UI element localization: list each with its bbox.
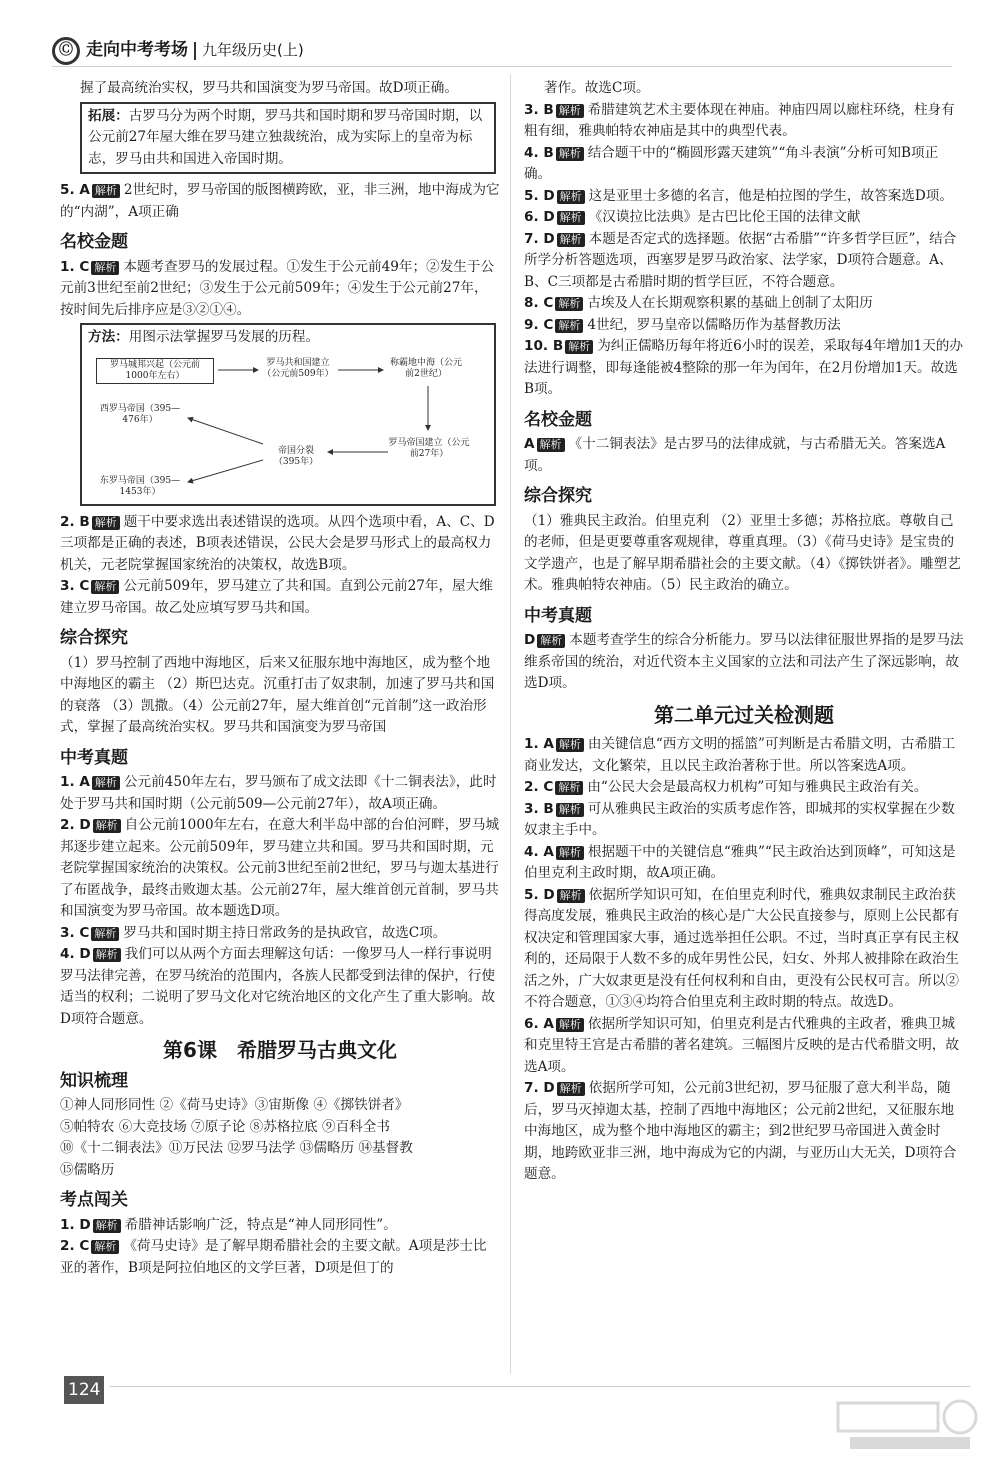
answer-item	[60, 512, 500, 577]
answer-item	[524, 336, 964, 401]
answer-number: 3. B	[524, 101, 554, 118]
answer-text: 这是亚里士多德的名言，他是柏拉图的学生，故答案选D项。	[588, 187, 953, 204]
analysis-tag: 解析	[92, 184, 120, 198]
answer-text: 4世纪，罗马皇帝以儒略历作为基督教历法	[587, 316, 841, 333]
answer-number: 1. D	[60, 1216, 91, 1233]
analysis-tag: 解析	[93, 1219, 121, 1233]
answer-item	[524, 186, 964, 208]
answer-number: 2. B	[60, 513, 90, 530]
method-text: 用图示法掌握罗马发展的历程。	[128, 329, 320, 345]
answer-number: 5. A	[60, 182, 90, 198]
section-heading: 中考真题	[60, 747, 128, 768]
answer-number: 4. D	[60, 946, 91, 962]
section-heading: 综合探究	[60, 628, 128, 648]
answer-item	[524, 1078, 964, 1186]
answer-text: 罗马共和国时期主持日常政务的是执政官，故选C项。	[123, 924, 447, 941]
unit-test-title: 第二单元过关检测题	[654, 702, 834, 727]
answer-item	[60, 772, 500, 815]
analysis-tag: 解析	[557, 190, 585, 204]
continued-text: 著作。故选C项。	[544, 80, 650, 96]
analysis-tag: 解析	[556, 147, 584, 161]
analysis-tag: 解析	[93, 819, 121, 833]
section-heading: 名校金题	[60, 232, 128, 252]
analysis-tag: 解析	[555, 319, 583, 333]
diagram-node: 罗马帝国建立（公元前27年）	[388, 437, 470, 459]
answer-number: 2. C	[524, 779, 554, 795]
rome-history-diagram	[88, 352, 488, 502]
answer-text: 根据题干中的关键信息“雅典”“民主政治达到顶峰”，可知这是伯里克利主政时期，故A项正确。	[524, 843, 956, 881]
answer-number: 3. C	[60, 924, 90, 941]
answer-number: 3. C	[60, 578, 90, 594]
answer-number: 2. C	[60, 1238, 90, 1254]
analysis-tag: 解析	[557, 211, 585, 225]
analysis-tag: 解析	[556, 738, 584, 752]
answer-text: 由关键信息“西方文明的摇篮”可判断是古希腊文明，古希腊工商业发达，文化繁荣，且以民主政治著称于世。所以答案选A项。	[524, 736, 956, 774]
header-rule	[52, 66, 952, 67]
knowledge-line: ⑤帕特农 ⑥大竞技场 ⑦原子论 ⑧苏格拉底 ⑨百科全书	[60, 1118, 390, 1135]
analysis-tag: 解析	[91, 580, 119, 594]
answer-text: 依据所学知识可知，在伯里克利时代，雅典奴隶制民主政治获得高度发展，雅典民主政治的核心是广大公民直接参与，原则上公民都有权决定和管理国家大事，通过选举担任公职。不过，当时真正享有民主权利的，还局限于人数不多的成年男性公民，妇女、外邦人被排除在政治生活之外，广大奴隶更是没有任何权利和自由，更没有公民权可言。所以②不符合题意，①③④均符合伯里克利主政时期的特点。故选D。	[524, 886, 959, 1010]
logo-icon: Ⓒ	[52, 37, 80, 65]
answer-item	[524, 207, 964, 229]
section-heading: 名校金题	[524, 409, 592, 430]
subject-label: 九年级历史(上)	[202, 41, 304, 60]
expand-label: 拓展：	[88, 107, 129, 124]
analysis-tag: 解析	[92, 776, 120, 790]
answer-text: 题干中要求选出表述错误的选项。从四个选项中看，A、C、D三项都是正确的表述，B项表述错误，公民大会是罗马形式上的最高权力机关，元老院掌握国家统治的决策权，故选B项。	[60, 513, 495, 573]
answer-item	[524, 842, 964, 885]
brand-title: 走向中考考场	[86, 40, 188, 61]
expand-text: 古罗马分为两个时期，罗马共和国时期和罗马帝国时期，以公元前27年屋大维在罗马建立独裁统治，成为实际上的皇帝为标志，罗马由共和国进入帝国时期。	[88, 107, 483, 167]
column-divider	[510, 74, 511, 1374]
answer-item	[524, 293, 964, 315]
answer-number: 9. C	[524, 316, 554, 333]
answer-item	[60, 257, 500, 322]
continued-text: 握了最高统治实权，罗马共和国演变为罗马帝国。故D项正确。	[80, 80, 458, 96]
answer-number: 8. C	[524, 295, 554, 311]
answer-number: 2. D	[60, 817, 91, 833]
answer-number: 10. B	[524, 338, 564, 354]
footer-rule	[110, 1386, 970, 1387]
diagram-node: 东罗马帝国（395—1453年）	[99, 475, 181, 497]
analysis-tag: 解析	[91, 261, 119, 275]
answer-number: 4. A	[524, 843, 554, 860]
answer-number: 5. D	[524, 886, 555, 903]
answer-number: 1. A	[60, 774, 90, 790]
diagram-node: 西罗马帝国（395—476年）	[99, 403, 181, 425]
answer-text: 本题考查罗马的发展过程。①发生于公元前49年；②发生于公元前3世纪至前2世纪；③发生于公元前509年；④发生于公元前27年，按时间先后排序应是③②①④。	[60, 258, 495, 318]
answer-item	[60, 944, 500, 1030]
left-column	[60, 78, 500, 1279]
page-number: 124	[64, 1376, 104, 1404]
answer-number: 1. C	[60, 258, 90, 275]
answer-text: 《十二铜表法》是古罗马的法律成就，与古希腊无关。答案选A项。	[524, 436, 946, 474]
analysis-tag: 解析	[91, 927, 119, 941]
answer-text: 可从雅典民主政治的实质考虑作答，即城邦的实权掌握在少数奴隶主手中。	[524, 800, 955, 838]
answer-site-watermark	[830, 1395, 980, 1455]
answer-number: 3. B	[524, 800, 554, 817]
answer-number: 4. B	[524, 144, 554, 161]
lesson-title: 第6课 希腊罗马古典文化	[163, 1038, 397, 1062]
answer-item	[60, 923, 500, 945]
answer-item	[524, 434, 964, 477]
explore-answer: （1）罗马控制了西地中海地区，后来又征服东地中海地区，成为整个地中海地区的霸主 （2）斯巴达克。沉重打击了奴隶制，加速了罗马共和国的衰落 （3）凯撒。（4）公元前27年，屋大维首创“元首制”这一政治形式，掌握了最高统治实权。罗马共和国演变为罗马帝国	[60, 654, 495, 735]
answer-number: 6. D	[524, 209, 555, 225]
answer-item	[524, 143, 964, 186]
answer-number: 7. D	[524, 1080, 555, 1096]
analysis-tag: 解析	[556, 803, 584, 817]
knowledge-line: ⑩《十二铜表法》⑪万民法 ⑫罗马法学 ⑬儒略历 ⑭基督教	[60, 1140, 413, 1156]
answer-item	[524, 885, 964, 1014]
answer-text: 本题考查学生的综合分析能力。罗马以法律征服世界指的是罗马法维系帝国的统治，对近代资本主义国家的立法和司法产生了深远影响，故选D项。	[524, 632, 964, 691]
analysis-tag: 解析	[91, 1240, 119, 1254]
answer-item	[524, 315, 964, 337]
answer-item	[60, 576, 500, 619]
arrow	[188, 418, 263, 444]
answer-item	[524, 734, 964, 777]
answer-text: 希腊神话影响广泛，特点是“神人同形同性”。	[124, 1216, 397, 1233]
answer-number: 1. A	[524, 736, 554, 752]
answer-item	[524, 777, 964, 799]
diagram-node: 帝国分裂（395年）	[273, 445, 319, 467]
analysis-tag: 解析	[556, 846, 584, 860]
method-box	[80, 323, 496, 506]
answer-number: D	[524, 632, 536, 648]
diagram-node: 罗马城邦兴起（公元前1000年左右）	[96, 358, 214, 384]
answer-text: 公元前509年，罗马建立了共和国。直到公元前27年，屋大维建立罗马帝国。故乙处应填写罗马共和国。	[60, 578, 493, 616]
answer-number: 6. A	[524, 1015, 554, 1032]
answer-text: 古埃及人在长期观察积累的基础上创制了太阳历	[587, 295, 873, 311]
diagram-node: 称霸地中海（公元前2世纪）	[389, 357, 462, 379]
header-separator	[194, 42, 196, 60]
answer-text: 依据所学知识可知，伯里克利是古代雅典的主政者，雅典卫城和克里特王宫是古希腊的著名建筑。三幅图片反映的是古代希腊文明，故选A项。	[524, 1015, 959, 1075]
answer-item	[60, 1236, 500, 1279]
answer-text: 公元前450年左右，罗马颁布了成文法即《十二铜表法》，此时处于罗马共和国时期（公元前509—公元前27年），故A项正确。	[60, 774, 497, 812]
answer-text: 我们可以从两个方面去理解这句话：一像罗马人一样行事说明罗马法律完善，在罗马统治的范围内，各族人民都受到法律的保护，行使适当的权利；二说明了罗马文化对它统治地区的文化产生了重大影响。故D项符合题意。	[60, 946, 495, 1027]
explore-answer: （1）雅典民主政治。伯里克利 （2）亚里士多德；苏格拉底。尊敬自己的老师，但是更要尊重客观规律，尊重真理。（3）《荷马史诗》是宝贵的文学遗产，也是了解早期希腊社会的主要文献。（4）《掷铁饼者》。雕塑艺术。雅典帕特农神庙。（5）民主政治的确立。	[524, 512, 961, 593]
analysis-tag: 解析	[556, 1018, 584, 1032]
answer-item	[524, 100, 964, 143]
answer-text: 由“公民大会是最高权力机构”可知与雅典民主政治有关。	[587, 779, 928, 795]
knowledge-line: ①神人同形同性 ②《荷马史诗》③宙斯像 ④《掷铁饼者》	[60, 1097, 409, 1113]
analysis-tag: 解析	[557, 1082, 585, 1096]
answer-number: 5. D	[524, 187, 555, 204]
analysis-tag: 解析	[93, 948, 121, 962]
answer-text: 结合题干中的“椭圆形露天建筑”“角斗表演”分析可知B项正确。	[524, 144, 939, 182]
answer-item	[524, 1014, 964, 1079]
section-heading: 知识梳理	[60, 1070, 128, 1091]
analysis-tag: 解析	[537, 438, 565, 452]
answer-text: 《荷马史诗》是了解早期希腊社会的主要文献。A项是莎士比亚的著作，B项是阿拉伯地区的文学巨著，D项是但丁的	[60, 1238, 487, 1276]
knowledge-line: ⑮儒略历	[60, 1161, 115, 1178]
answer-text: 希腊建筑艺术主要体现在神庙。神庙四周以廊柱环绕，柱身有粗有细，雅典帕特农神庙是其中的典型代表。	[524, 101, 955, 139]
analysis-tag: 解析	[557, 889, 585, 903]
section-heading: 考点闯关	[60, 1190, 128, 1210]
answer-number: A	[524, 436, 535, 452]
analysis-tag: 解析	[565, 340, 593, 354]
arrow	[188, 460, 263, 482]
answer-item	[60, 1215, 500, 1237]
section-heading: 综合探究	[524, 486, 592, 506]
answer-text: 自公元前1000年左右，在意大利半岛中部的台伯河畔，罗马城邦逐步建立起来。公元前509年，罗马建立共和国。罗马共和国时期，元老院掌握国家统治的决策权。公元前3世纪至前2世纪，罗马与迦太基进行了布匿战争，最终击败迦太基。公元前27年，屋大维首创元首制，罗马共和国演变为罗马帝国。故本题选D项。	[60, 817, 500, 919]
analysis-tag: 解析	[555, 297, 583, 311]
analysis-tag: 解析	[555, 781, 583, 795]
answer-item	[60, 180, 500, 223]
expand-box	[80, 102, 496, 175]
analysis-tag: 解析	[556, 104, 584, 118]
answer-item	[524, 630, 964, 695]
answer-text: 《汉谟拉比法典》是古巴比伦王国的法律文献	[588, 209, 861, 225]
analysis-tag: 解析	[537, 634, 565, 648]
section-heading: 中考真题	[524, 605, 592, 626]
answer-item	[524, 799, 964, 842]
answer-item	[60, 815, 500, 923]
page-header	[52, 36, 304, 66]
method-label: 方法：	[88, 329, 129, 345]
analysis-tag: 解析	[92, 516, 120, 530]
answer-text: 依据所学可知，公元前3世纪初，罗马征服了意大利半岛，随后，罗马灭掉迦太基，控制了西地中海地区；公元前2世纪，又征服东地中海地区，成为整个地中海地区的霸主；到2世纪罗马帝国进入黄金时期，地跨欧亚非三洲，地中海成为它的内湖，与亚历山大无关，D项符合题意。	[524, 1080, 957, 1182]
answer-number: 7. D	[524, 230, 555, 247]
answer-item	[524, 229, 964, 294]
right-column	[524, 78, 964, 1186]
answer-text: 本题是否定式的选择题。依据“古希腊”“许多哲学巨匠”，结合所学分析答题选项，西塞罗是罗马政治家、法学家，D项符合题意。A、B、C三项都是古希腊时期的哲学巨匠，不符合题意。	[524, 230, 957, 290]
analysis-tag: 解析	[557, 233, 585, 247]
diagram-node: 罗马共和国建立（公元前509年）	[262, 357, 334, 379]
answer-text: 为纠正儒略历每年将近6小时的误差，采取每4年增加1天的办法进行调整，即每逢能被4整除的那一年为闰年，在2月份增加1天。故选B项。	[524, 338, 963, 397]
answer-text: 2世纪时，罗马帝国的版图横跨欧，亚，非三洲，地中海成为它的“内湖”，A项正确	[60, 182, 500, 220]
watermark-icon	[830, 1395, 980, 1455]
